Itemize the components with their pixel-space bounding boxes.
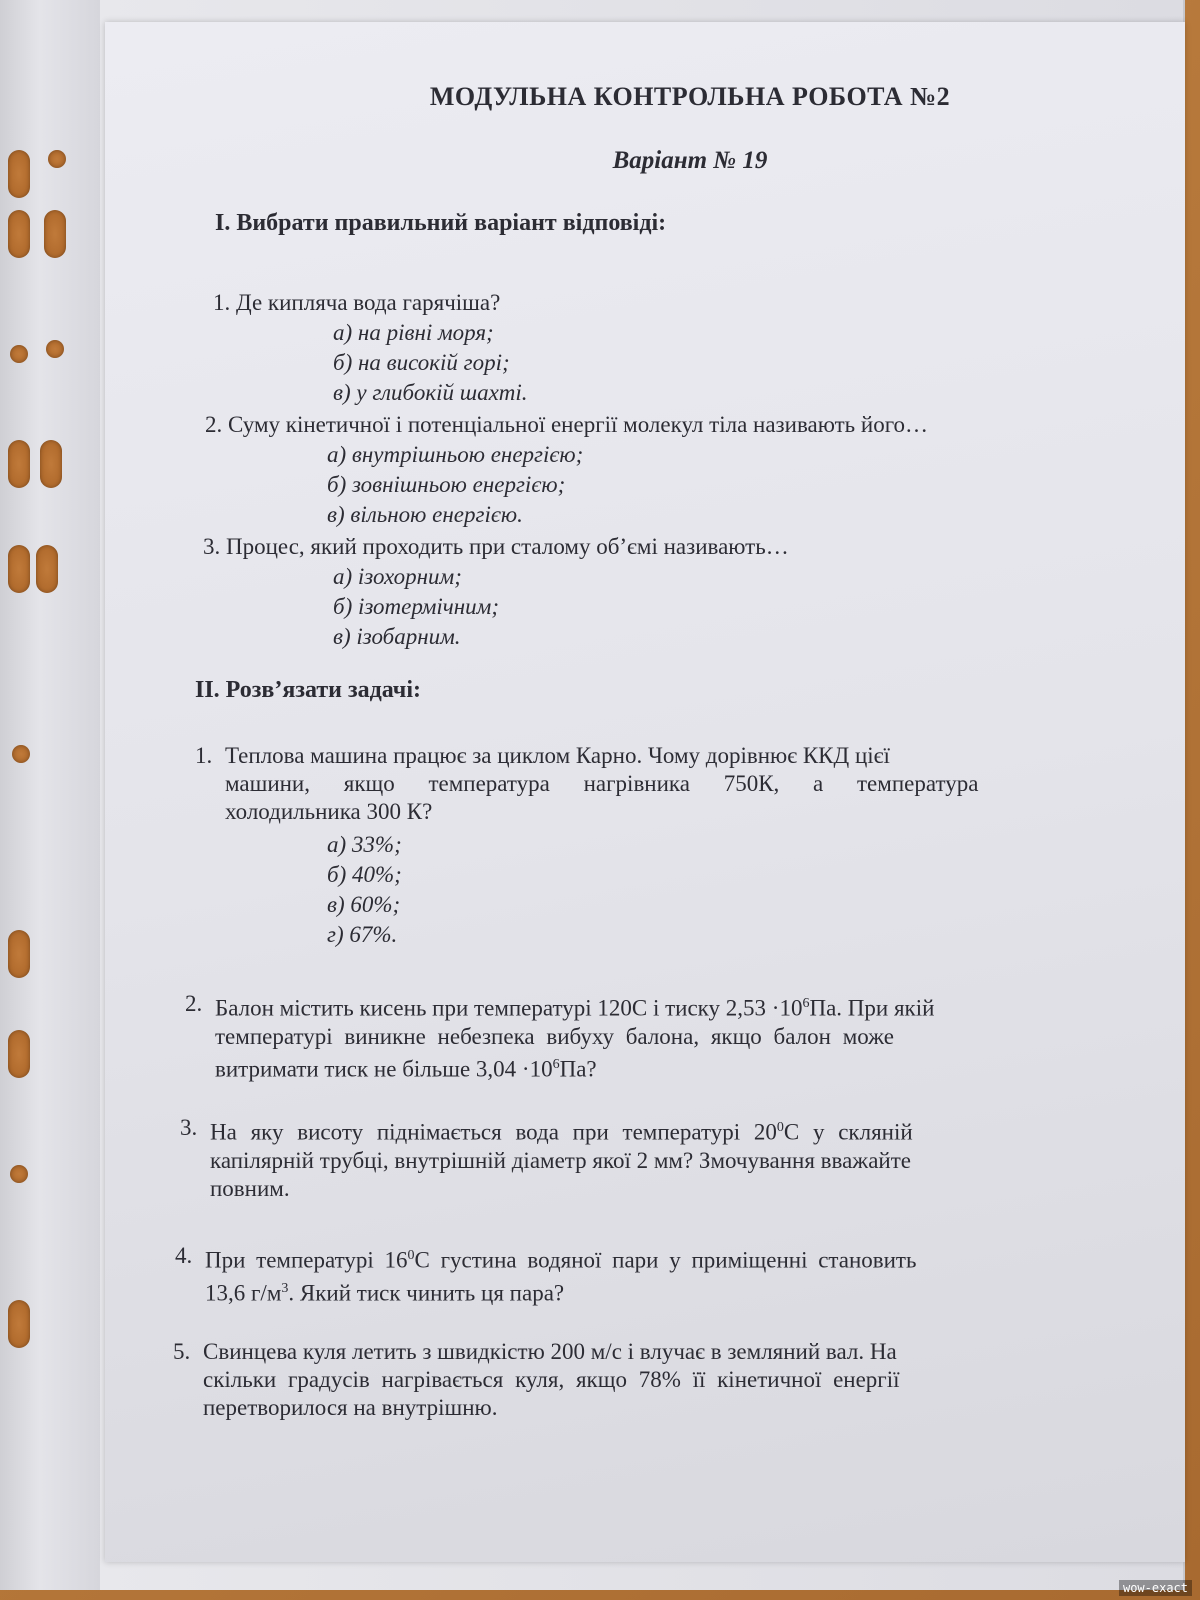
exponent: 3 [281,1280,289,1296]
task-3-text: С у скляній [783,1119,913,1145]
task-4-line-1 [205,1242,1085,1275]
question-1-option-b: б) на високій горі; [333,350,510,375]
task-2-number: 2. [185,991,203,1016]
question-2: 2. Суму кінетичної і потенціальної енергії молекул тіла називають його… [205,412,929,437]
exponent: 0 [407,1248,415,1263]
task-2 [185,990,1085,1083]
task-4-text: . Який тиск чинить ця пара? [288,1280,565,1306]
punch-hole-icon [10,1165,28,1183]
punch-hole-icon [10,345,28,363]
variant-label: Варіант № 19 [612,147,768,174]
punch-hole-icon [8,210,30,258]
punch-hole-icon [40,440,62,488]
task-1-line-1: Теплова машина працює за циклом Карно. Чому дорівнює ККД цієї [225,743,890,768]
section-1-heading: I. Вибрати правильний варіант відповіді: [215,210,667,236]
task-2-text: Па. При якій [809,995,935,1021]
punch-hole-icon [8,930,30,978]
question-2-option-c: в) вільною енергією. [327,502,523,527]
task-3-line-1 [210,1114,1085,1147]
page-title: МОДУЛЬНА КОНТРОЛЬНА РОБОТА №2 [429,82,951,111]
task-5-number: 5. [173,1339,191,1364]
task-3-line-2: капілярній трубці, внутрішній діаметр якої 2 мм? Змочування вважайте [210,1147,911,1173]
task-1-option-c: в) 60%; [327,892,401,917]
task-1-option-a: а) 33%; [327,832,402,857]
task-2-line-2: температурі виникне небезпека вибуху балона, якщо балон може [215,1023,894,1049]
task-4-line-2 [205,1275,1085,1308]
task-3 [180,1114,1085,1203]
exponent: 6 [802,996,810,1011]
question-2-option-a: а) внутрішньою енергією; [327,442,584,467]
punch-hole-icon [36,545,58,593]
task-3-text: На яку висоту піднімається вода при температурі 20 [210,1119,777,1145]
task-4-text: При температурі 16 [205,1247,408,1273]
task-4-text: 13,6 г/м [205,1280,282,1306]
punch-hole-icon [8,150,30,198]
section-2-heading: II. Розв’язати задачі: [195,677,421,703]
punch-hole-icon [48,150,66,168]
task-1-option-b: б) 40%; [327,862,402,887]
task-2-line-1 [215,990,1085,1023]
task-3-number: 3. [180,1115,198,1140]
punch-hole-icon [44,210,66,258]
question-1-option-a: а) на рівні моря; [333,320,494,345]
task-2-text: Балон містить кисень при температурі 120С і тиску 2,53 ·10 [215,995,803,1021]
question-3-option-a: а) ізохорним; [333,564,462,589]
exponent: 6 [552,1056,560,1072]
task-4 [175,1242,1085,1307]
punch-hole-icon [8,545,30,593]
exam-sheet [105,22,1185,1562]
punch-hole-icon [8,1030,30,1078]
task-4-text: С густина водяної пари у приміщенні становить [414,1247,917,1273]
exponent: 0 [776,1120,784,1135]
exam-content [105,22,1185,1562]
punch-hole-icon [8,1300,30,1348]
punch-hole-icon [12,745,30,763]
task-1 [195,742,1085,826]
question-1: 1. Де кипляча вода гарячіша? [213,290,501,315]
punch-hole-icon [46,340,64,358]
task-1-number: 1. [195,743,213,768]
task-5 [173,1338,1085,1422]
punch-hole-icon [8,440,30,488]
question-3-option-c: в) ізобарним. [333,624,461,649]
task-3-line-3: повним. [210,1175,290,1201]
question-3: 3. Процес, який проходить при сталому об’ємі називають… [203,534,789,559]
task-5-line-2: скільки градусів нагрівається куля, якщо 78% її кінетичної енергії [203,1367,900,1392]
question-3-option-b: б) ізотермічним; [333,594,499,619]
task-2-text: Па? [559,1056,597,1082]
task-4-number: 4. [175,1243,193,1268]
task-1-option-d: г) 67%. [327,922,398,947]
watermark: wow-exact [1119,1580,1192,1596]
question-1-option-c: в) у глибокій шахті. [333,380,528,405]
task-1-line-3: холодильника 300 К? [225,799,433,824]
task-2-text: витримати тиск не більше 3,04 ·10 [215,1056,553,1082]
task-2-line-3 [215,1051,1085,1084]
task-1-line-2: машини, якщо температура нагрівника 750К, а температура [225,771,979,796]
question-2-option-b: б) зовнішньою енергією; [327,472,566,497]
task-5-line-1: Свинцева куля летить з швидкістю 200 м/с і влучає в земляний вал. На [203,1339,897,1364]
task-5-line-3: перетворилося на внутрішню. [203,1395,498,1420]
